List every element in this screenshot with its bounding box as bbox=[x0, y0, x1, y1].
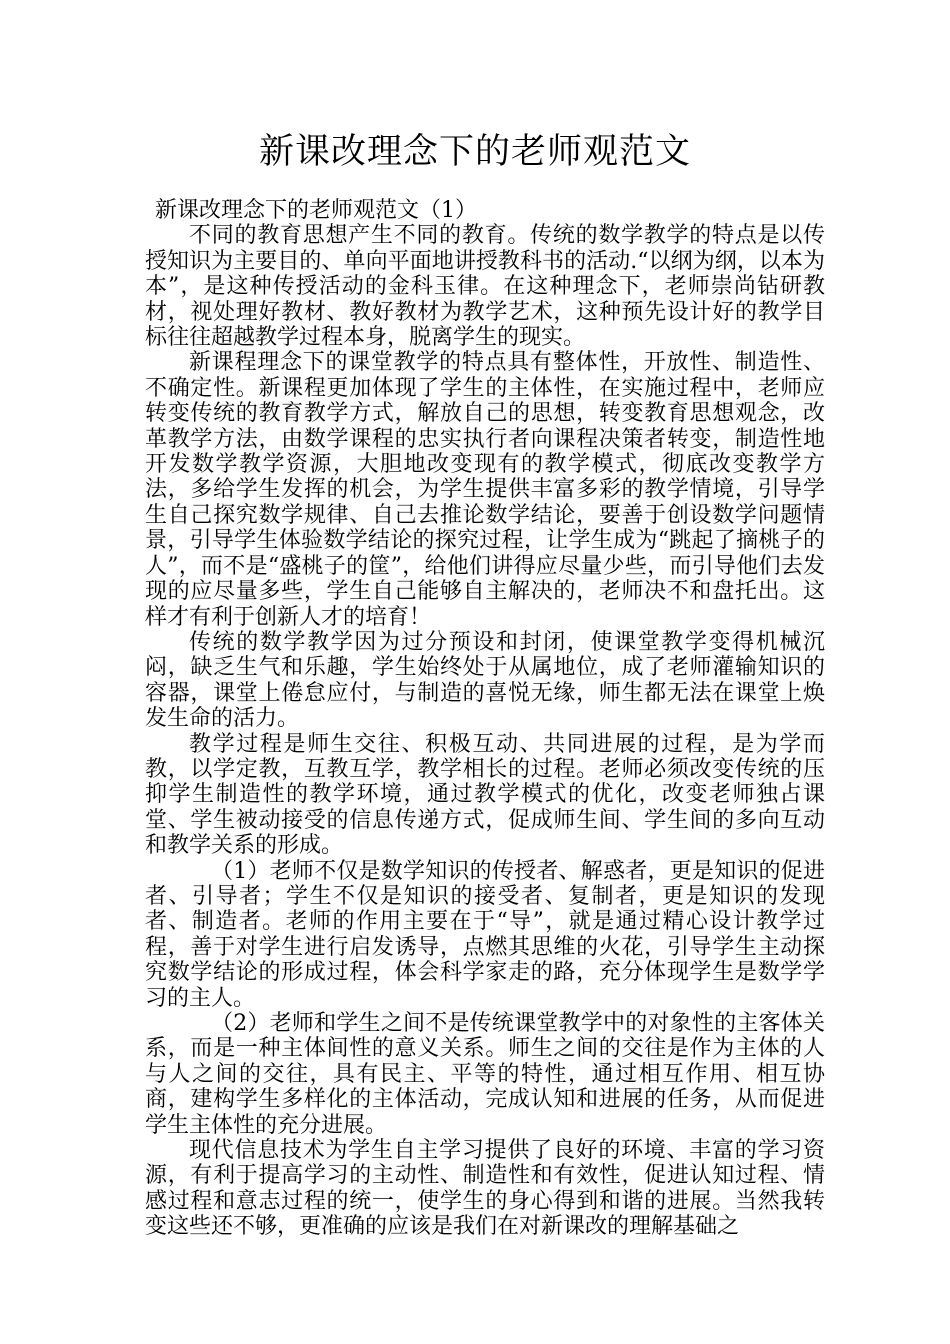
paragraph-5: （1）老师不仅是数学知识的传授者、解惑者，更是知识的促进者、引导者；学生不仅是知识的接受者、复制者，更是知识的发现者、制造者。老师的作用主要在于“导”，就是通过精心设计教学过程，善于对学生进行启发诱导，点燃其思维的火花，引导学生主动探究数学结论的形成过程，体会科学家走的路，充分体现学生是数学学习的主人。 bbox=[145, 858, 825, 1011]
paragraph-4: 教学过程是师生交往、积极互动、共同进展的过程，是为学而教，以学定教，互教互学，教学相长的过程。老师必须改变传统的压抑学生制造性的教学环境，通过教学模式的优化，改变老师独占课堂、学生被动接受的信息传递方式，促成师生间、学生间的多向互动和教学关系的形成。 bbox=[145, 731, 825, 859]
paragraph-3: 传统的数学教学因为过分预设和封闭，使课堂教学变得机械沉闷，缺乏生气和乐趣，学生始终处于从属地位，成了老师灌输知识的容器，课堂上倦怠应付，与制造的喜悦无缘，师生都无法在课堂上焕发生命的活力。 bbox=[145, 629, 825, 732]
document-title: 新课改理念下的老师观范文 bbox=[258, 132, 691, 172]
section-subtitle: 新课改理念下的老师观范文（1） bbox=[155, 198, 477, 223]
paragraph-1: 不同的教育思想产生不同的教育。传统的数学教学的特点是以传授知识为主要目的、单向平面地讲授教科书的活动.“以纲为纲，以本为本”，是这种传授活动的金科玉律。在这种理念下，老师崇尚钻研教材，视处理好教材、教好教材为教学艺术，这种预先设计好的教学目标往往超越教学过程本身，脱离学生的现实。 bbox=[145, 223, 825, 351]
paragraph-7: 现代信息技术为学生自主学习提供了良好的环境、丰富的学习资源，有利于提高学习的主动性、制造性和有效性，促进认知过程、情感过程和意志过程的统一，使学生的身心得到和谐的进展。当然我转变这些还不够，更准确的应该是我们在对新课改的理解基础之 bbox=[145, 1138, 825, 1240]
paragraph-6: （2）老师和学生之间不是传统课堂教学中的对象性的主客体关系，而是一种主体间性的意义关系。师生之间的交往是作为主体的人与人之间的交往，具有民主、平等的特性，通过相互作用、相互协商，建构学生多样化的主体活动，完成认知和进展的任务，从而促进学生主体性的充分进展。 bbox=[145, 1011, 825, 1138]
paragraph-2: 新课程理念下的课堂教学的特点具有整体性，开放性、制造性、不确定性。新课程更加体现了学生的主体性，在实施过程中，老师应转变传统的教育教学方式，解放自己的思想，转变教育思想观念，改革教学方法，由数学课程的忠实执行者向课程决策者转变，制造性地开发数学教学资源，大胆地改变现有的教学模式，彻底改变教学方法，多给学生发挥的机会，为学生提供丰富多彩的教学情境，引导学生自己探究数学规律、自己去推论数学结论，要善于创设数学问题情景，引导学生体验数学结论的探究过程，让学生成为“跳起了摘桃子的人”，而不是“盛桃子的筐”，给他们讲得应尽量少些，而引导他们去发现的应尽量多些，学生自己能够自主解决的，老师决不和盘托出。这样才有利于创新人才的培育！ bbox=[145, 350, 825, 630]
document-body bbox=[145, 198, 825, 1240]
